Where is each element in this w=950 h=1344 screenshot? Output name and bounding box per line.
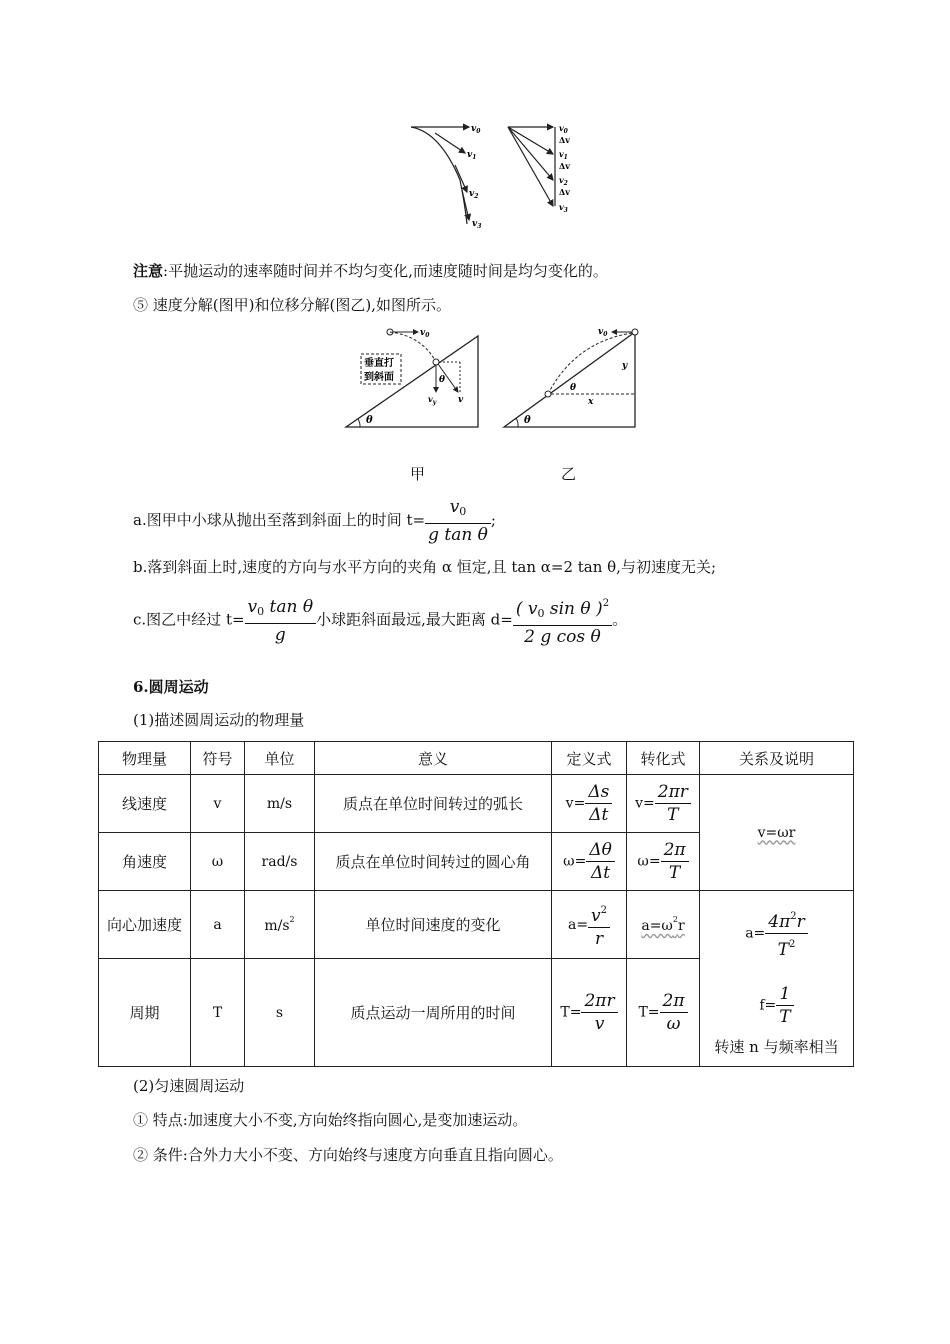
formula-t-a: $\frac{v_0}{\text{g tan θ}}$ (425, 496, 491, 546)
def-T: T= $\frac{2\pi r}{v}$ (552, 959, 627, 1067)
incline-figure-jia (340, 322, 482, 432)
svg-text:y: y (622, 361, 628, 371)
svg-text:θ: θ (524, 415, 531, 426)
conv-v: v= $\frac{2\pi r}{T}$ (627, 775, 700, 833)
relation-a-f: a= $\frac{4\pi^2r}{T^2}$ f= $\frac{1}{T}$ 转速 n 与频率相当 (700, 891, 854, 1067)
caption-yi: 乙 (561, 465, 577, 483)
svg-text:Δv: Δv (559, 135, 570, 145)
svg-text:Δv: Δv (559, 187, 570, 197)
box-text-1: 垂直打 (364, 358, 394, 369)
note-text: :平抛运动的速率随时间并不均匀变化,而速度随时间是均匀变化的。 (163, 262, 608, 280)
line-a: a.图甲中小球从抛出至落到斜面上的时间 t= $\frac{v_0}{\text{g tan θ}}$ ; (133, 497, 496, 545)
box-text-2: 到斜面 (364, 372, 394, 383)
th-meaning: 意义 (315, 742, 552, 775)
svg-text:θ: θ (366, 415, 373, 426)
table-row: 线速度 v m/s 质点在单位时间转过的弧长 v= $\frac{\Delta s}{\Delta t}$ v= $\frac{2\pi r}{T}$ v=ωr (99, 775, 854, 833)
conv-T: T= $\frac{2\pi}{\omega}$ (627, 959, 700, 1067)
conv-omega: ω= $\frac{2\pi}{T}$ (627, 833, 700, 891)
table-row: 周期 T s 质点运动一周所用的时间 T= $\frac{2\pi r}{v}$ T= $\frac{2\pi}{\omega}$ (99, 959, 854, 1067)
svg-text:v: v (458, 395, 464, 405)
th-quantity: 物理量 (99, 742, 191, 775)
label-v0: $v_0$ (471, 124, 481, 135)
table-row: 角速度 ω rad/s 质点在单位时间转过的圆心角 ω= $\frac{\Delta\theta}{\Delta t}$ ω= $\frac{2\pi}{T}$ (99, 833, 854, 891)
conv-a: $a=\omega^2r$ (627, 891, 700, 959)
th-definition: 定义式 (552, 742, 627, 775)
formula-t-c: $\frac{v_0 \tan \theta}{g}$ (245, 596, 317, 646)
def-a: a= $\frac{v^2}{r}$ (552, 891, 627, 959)
note-label: 注意 (133, 262, 164, 280)
svg-text:v0: $v_0$ (559, 123, 568, 135)
svg-text:Δv: Δv (559, 161, 570, 171)
th-conversion: 转化式 (627, 742, 700, 775)
svg-text:v2: $v_2$ (469, 189, 479, 200)
th-relation: 关系及说明 (700, 742, 854, 775)
svg-text:v3: $v_3$ (472, 219, 482, 230)
item1-line: ① 特点:加速度大小不变,方向始终指向圆心,是变加速运动。 (133, 1111, 528, 1129)
def-omega: ω= $\frac{\Delta\theta}{\Delta t}$ (552, 833, 627, 891)
svg-text:v0: $v_0$ (598, 327, 608, 338)
svg-text:x: x (588, 397, 594, 407)
sub2-line: (2)匀速圆周运动 (133, 1077, 245, 1095)
table-header-row (99, 742, 854, 775)
svg-text:θ: θ (570, 383, 577, 393)
caption-jia: 甲 (410, 465, 426, 483)
svg-text:vy: $v_y$ (428, 394, 437, 406)
circular-motion-table (98, 741, 854, 1067)
table-row: 向心加速度 a $m/s^2$ 单位时间速度的变化 a= $\frac{v^2}{r}$ $a=\omega^2r$ a= $\frac{4\pi^2r}{T^2}$ f= $\frac{1}{T}$ 转速 n 与频率相当 (99, 891, 854, 959)
svg-text:v2: $v_2$ (559, 175, 568, 187)
def-v: v= $\frac{\Delta s}{\Delta t}$ (552, 775, 627, 833)
svg-text:v3: $v_3$ (559, 202, 568, 214)
svg-text:θ: θ (439, 375, 446, 385)
line-c: c.图乙中经过 t= $\frac{v_0 \tan \theta}{g}$ 小球距斜面最远,最大距离 d= $\frac{( v_0 \sin \theta )^2}{\text{2 g cos θ}}$ 。 (133, 593, 627, 648)
item5-line: ⑤ 速度分解(图甲)和位移分解(图乙),如图所示。 (133, 296, 451, 314)
formula-d: $\frac{( v_0 \sin \theta )^2}{\text{2 g cos θ}}$ (513, 593, 612, 648)
line-b: b.落到斜面上时,速度的方向与水平方向的夹角 α 恒定,且 tan α=2 tan θ,与初速度无关; (133, 558, 717, 576)
velocity-vector-figure (405, 120, 585, 232)
incline-figure-yi (500, 322, 642, 432)
svg-text:v1: $v_1$ (467, 150, 477, 161)
sub1-line: (1)描述圆周运动的物理量 (133, 711, 305, 729)
svg-text:v0: $v_0$ (420, 328, 430, 339)
th-symbol: 符号 (191, 742, 245, 775)
relation-v: v=ωr (700, 775, 854, 891)
th-unit: 单位 (245, 742, 315, 775)
section-heading: 6.圆周运动 (133, 678, 209, 696)
unit-accel: $m/s^2$ (245, 891, 315, 959)
item2-line: ② 条件:合外力大小不变、方向始终与速度方向垂直且指向圆心。 (133, 1146, 563, 1164)
svg-text:v1: $v_1$ (559, 149, 568, 161)
note-line (133, 260, 608, 282)
